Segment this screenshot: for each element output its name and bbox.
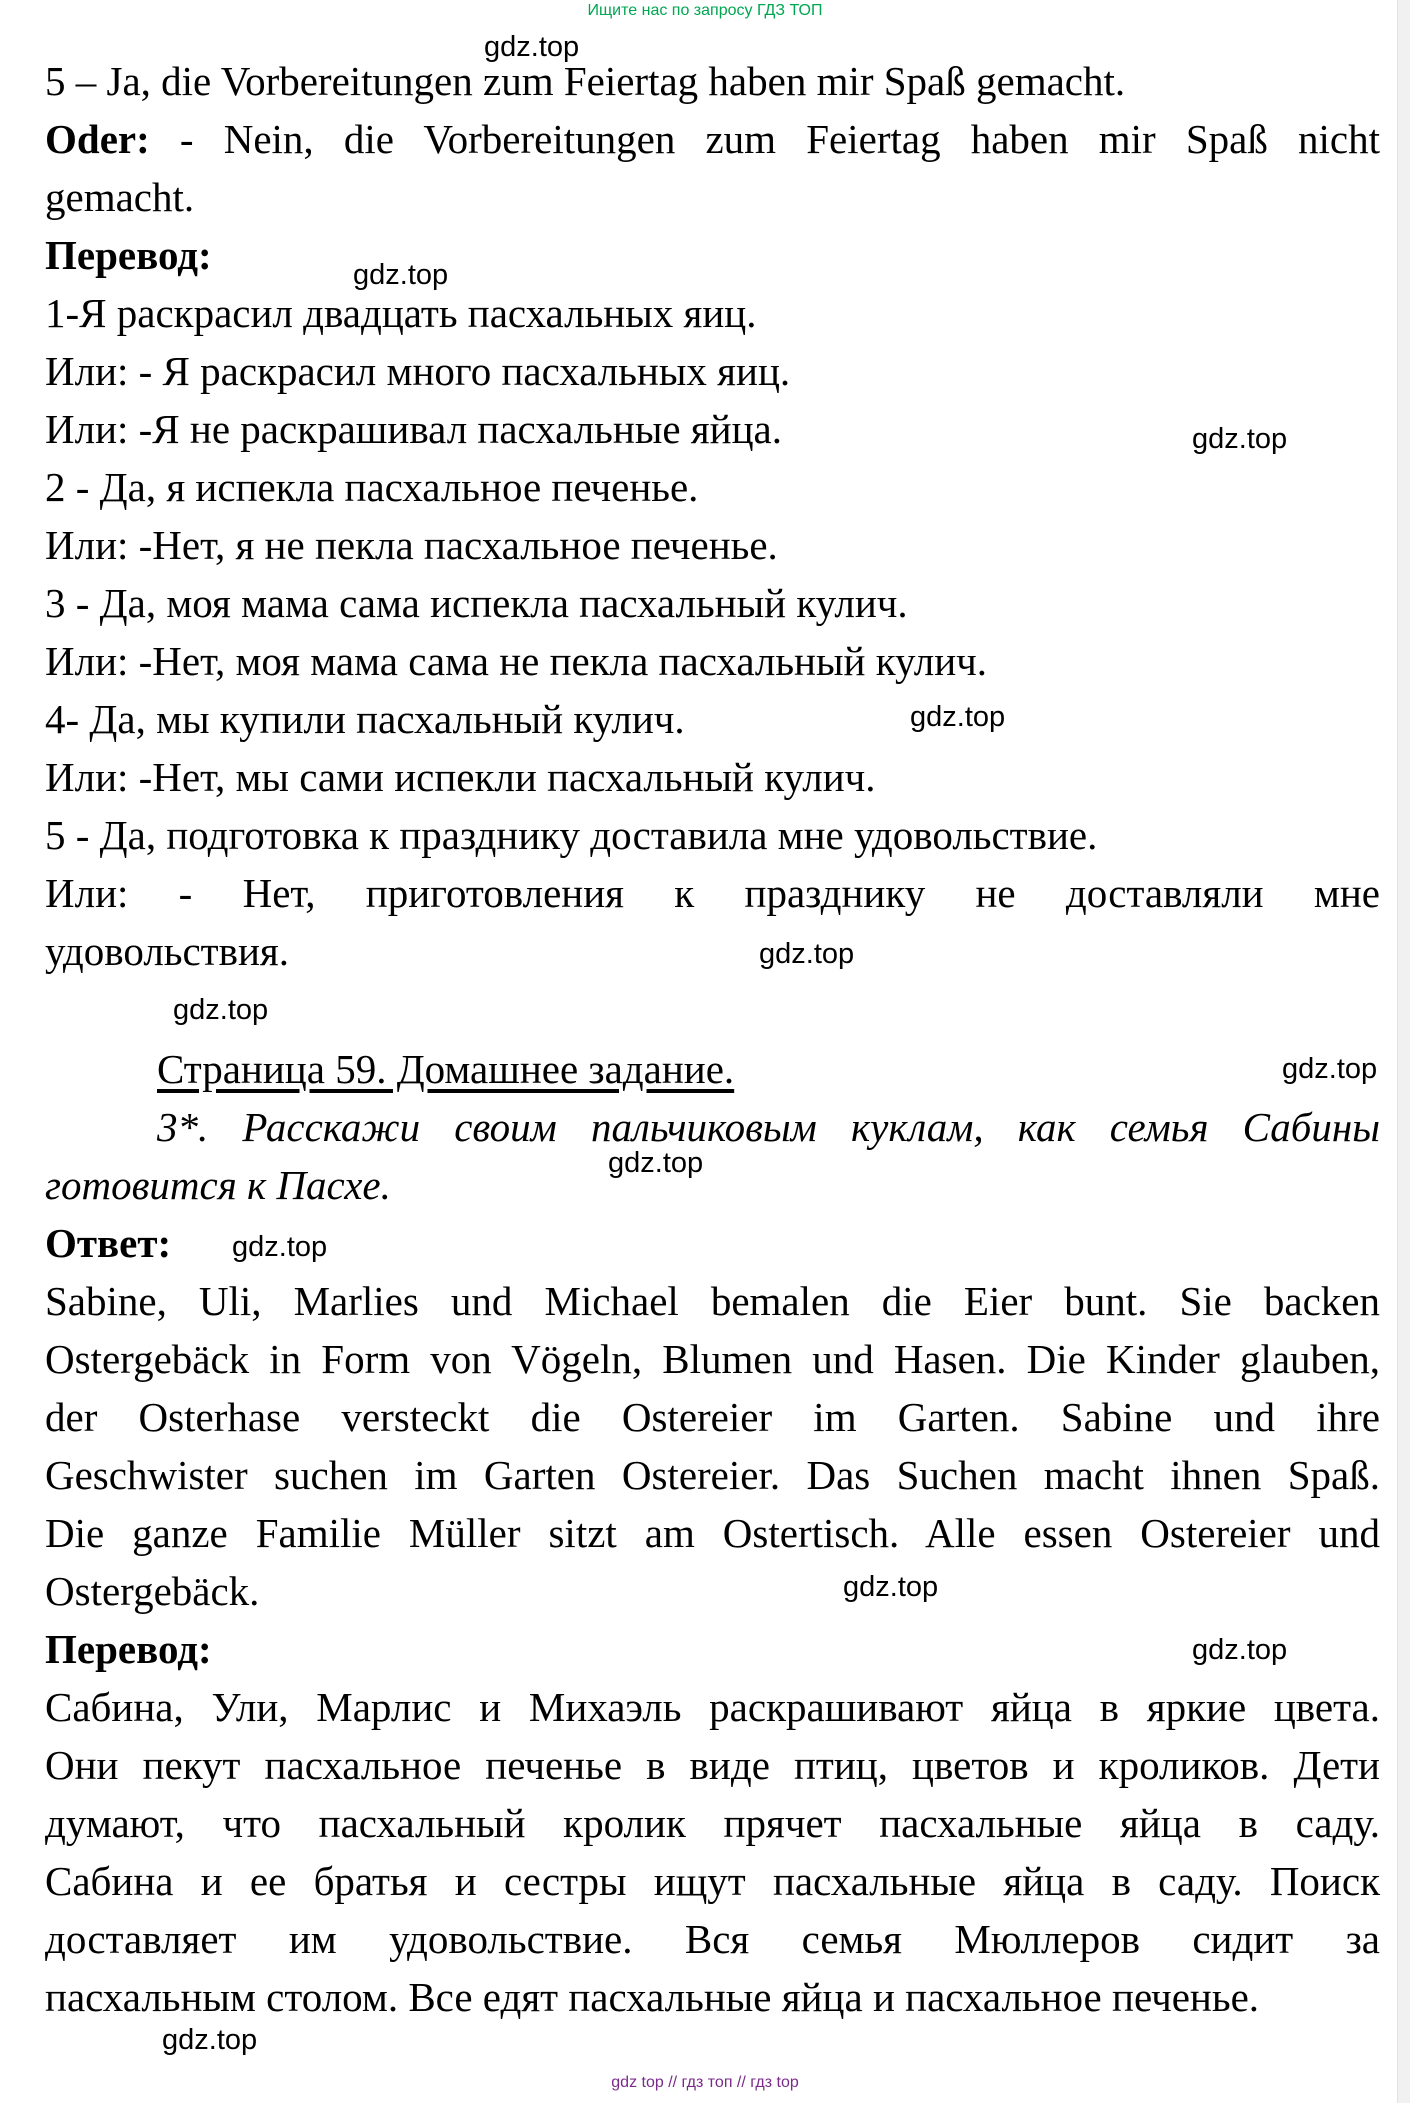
text-line: 1-Я раскрасил двадцать пасхальных яиц. bbox=[45, 290, 757, 336]
text-line: 2 - Да, я испекла пасхальное печенье. bbox=[45, 464, 699, 510]
text-line: Сабина и ее братья и сестры ищут пасхальные яйца в саду. Поиск bbox=[45, 1858, 1380, 1904]
text-line: думают, что пасхальный кролик прячет пасхальные яйца в саду. bbox=[45, 1800, 1380, 1846]
text-line: доставляет им удовольствие. Вся семья Мюллеров сидит за bbox=[45, 1916, 1380, 1962]
watermark: gdz.top bbox=[1192, 423, 1288, 455]
text-line: удовольствия. bbox=[45, 928, 289, 974]
text-line: Die ganze Familie Müller sitzt am Ostertisch. Alle essen Ostereier und bbox=[45, 1510, 1380, 1556]
answer-heading: Ответ: bbox=[45, 1220, 172, 1266]
watermark: gdz.top bbox=[162, 2024, 258, 2056]
text-line: gemacht. bbox=[45, 174, 195, 220]
page-heading: Страница 59. Домашнее задание. bbox=[157, 1046, 735, 1092]
text-line: Geschwister suchen im Garten Ostereier. Das Suchen macht ihnen Spaß. bbox=[45, 1452, 1380, 1498]
task-text: 3*. Расскажи своим пальчиковым куклам, как семья Сабины bbox=[157, 1104, 1380, 1150]
watermark: gdz.top bbox=[843, 1571, 939, 1603]
watermark: gdz.top bbox=[353, 259, 449, 291]
watermark: gdz.top bbox=[173, 994, 269, 1026]
watermark: gdz.top bbox=[1282, 1053, 1378, 1085]
text-line: Или: - Я раскрасил много пасхальных яиц. bbox=[45, 348, 791, 394]
watermark: gdz.top bbox=[759, 938, 855, 970]
scrollbar[interactable] bbox=[1397, 0, 1410, 2103]
text-line: пасхальным столом. Все едят пасхальные яйца и пасхальное печенье. bbox=[45, 1974, 1260, 2020]
text-line: Или: -Нет, мы сами испекли пасхальный кулич. bbox=[45, 754, 876, 800]
section-heading: Перевод: bbox=[45, 1626, 212, 1672]
text-line: 5 - Да, подготовка к празднику доставила мне удовольствие. bbox=[45, 812, 1098, 858]
search-hint-banner[interactable] bbox=[0, 0, 1410, 22]
footer-links[interactable] bbox=[0, 2072, 1410, 2094]
text-line: Или: -Я не раскрашивал пасхальные яйца. bbox=[45, 406, 782, 452]
text-line: Они пекут пасхальное печенье в виде птиц, цветов и кроликов. Дети bbox=[45, 1742, 1380, 1788]
text-line: Ostergebäck in Form von Vögeln, Blumen und Hasen. Die Kinder glauben, bbox=[45, 1336, 1380, 1382]
text-line: 3 - Да, моя мама сама испекла пасхальный кулич. bbox=[45, 580, 908, 626]
text-line: der Osterhase versteckt die Ostereier im Garten. Sabine und ihre bbox=[45, 1394, 1380, 1440]
text-line: 4- Да, мы купили пасхальный кулич. bbox=[45, 696, 685, 742]
watermark: gdz.top bbox=[232, 1231, 328, 1263]
search-hint-text[interactable]: Ищите нас по запросу ГДЗ ТОП bbox=[587, 2, 823, 19]
watermark: gdz.top bbox=[484, 31, 580, 63]
text-line: Сабина, Ули, Марлис и Михаэль раскрашивают яйца в яркие цвета. bbox=[45, 1684, 1380, 1730]
section-heading: Перевод: bbox=[45, 232, 212, 278]
text-line: Ostergebäck. bbox=[45, 1568, 260, 1614]
text-line: Oder: - Nein, die Vorbereitungen zum Feiertag haben mir Spaß nicht bbox=[45, 116, 1380, 162]
watermark: gdz.top bbox=[1192, 1634, 1288, 1666]
watermark: gdz.top bbox=[608, 1147, 704, 1179]
task-text: готовится к Пасхе. bbox=[45, 1162, 391, 1208]
watermark: gdz.top bbox=[910, 701, 1006, 733]
text-line: Или: -Нет, моя мама сама не пекла пасхальный кулич. bbox=[45, 638, 988, 684]
text-line: Или: -Нет, я не пекла пасхальное печенье. bbox=[45, 522, 778, 568]
text-line: Или: - Нет, приготовления к празднику не доставляли мне bbox=[45, 870, 1380, 916]
text-line: 5 – Ja, die Vorbereitungen zum Feiertag haben mir Spaß gemacht. bbox=[45, 58, 1126, 104]
footer-text[interactable]: gdz top // гдз топ // гдз top bbox=[611, 2074, 799, 2091]
text-line: Sabine, Uli, Marlies und Michael bemalen die Eier bunt. Sie backen bbox=[45, 1278, 1380, 1324]
